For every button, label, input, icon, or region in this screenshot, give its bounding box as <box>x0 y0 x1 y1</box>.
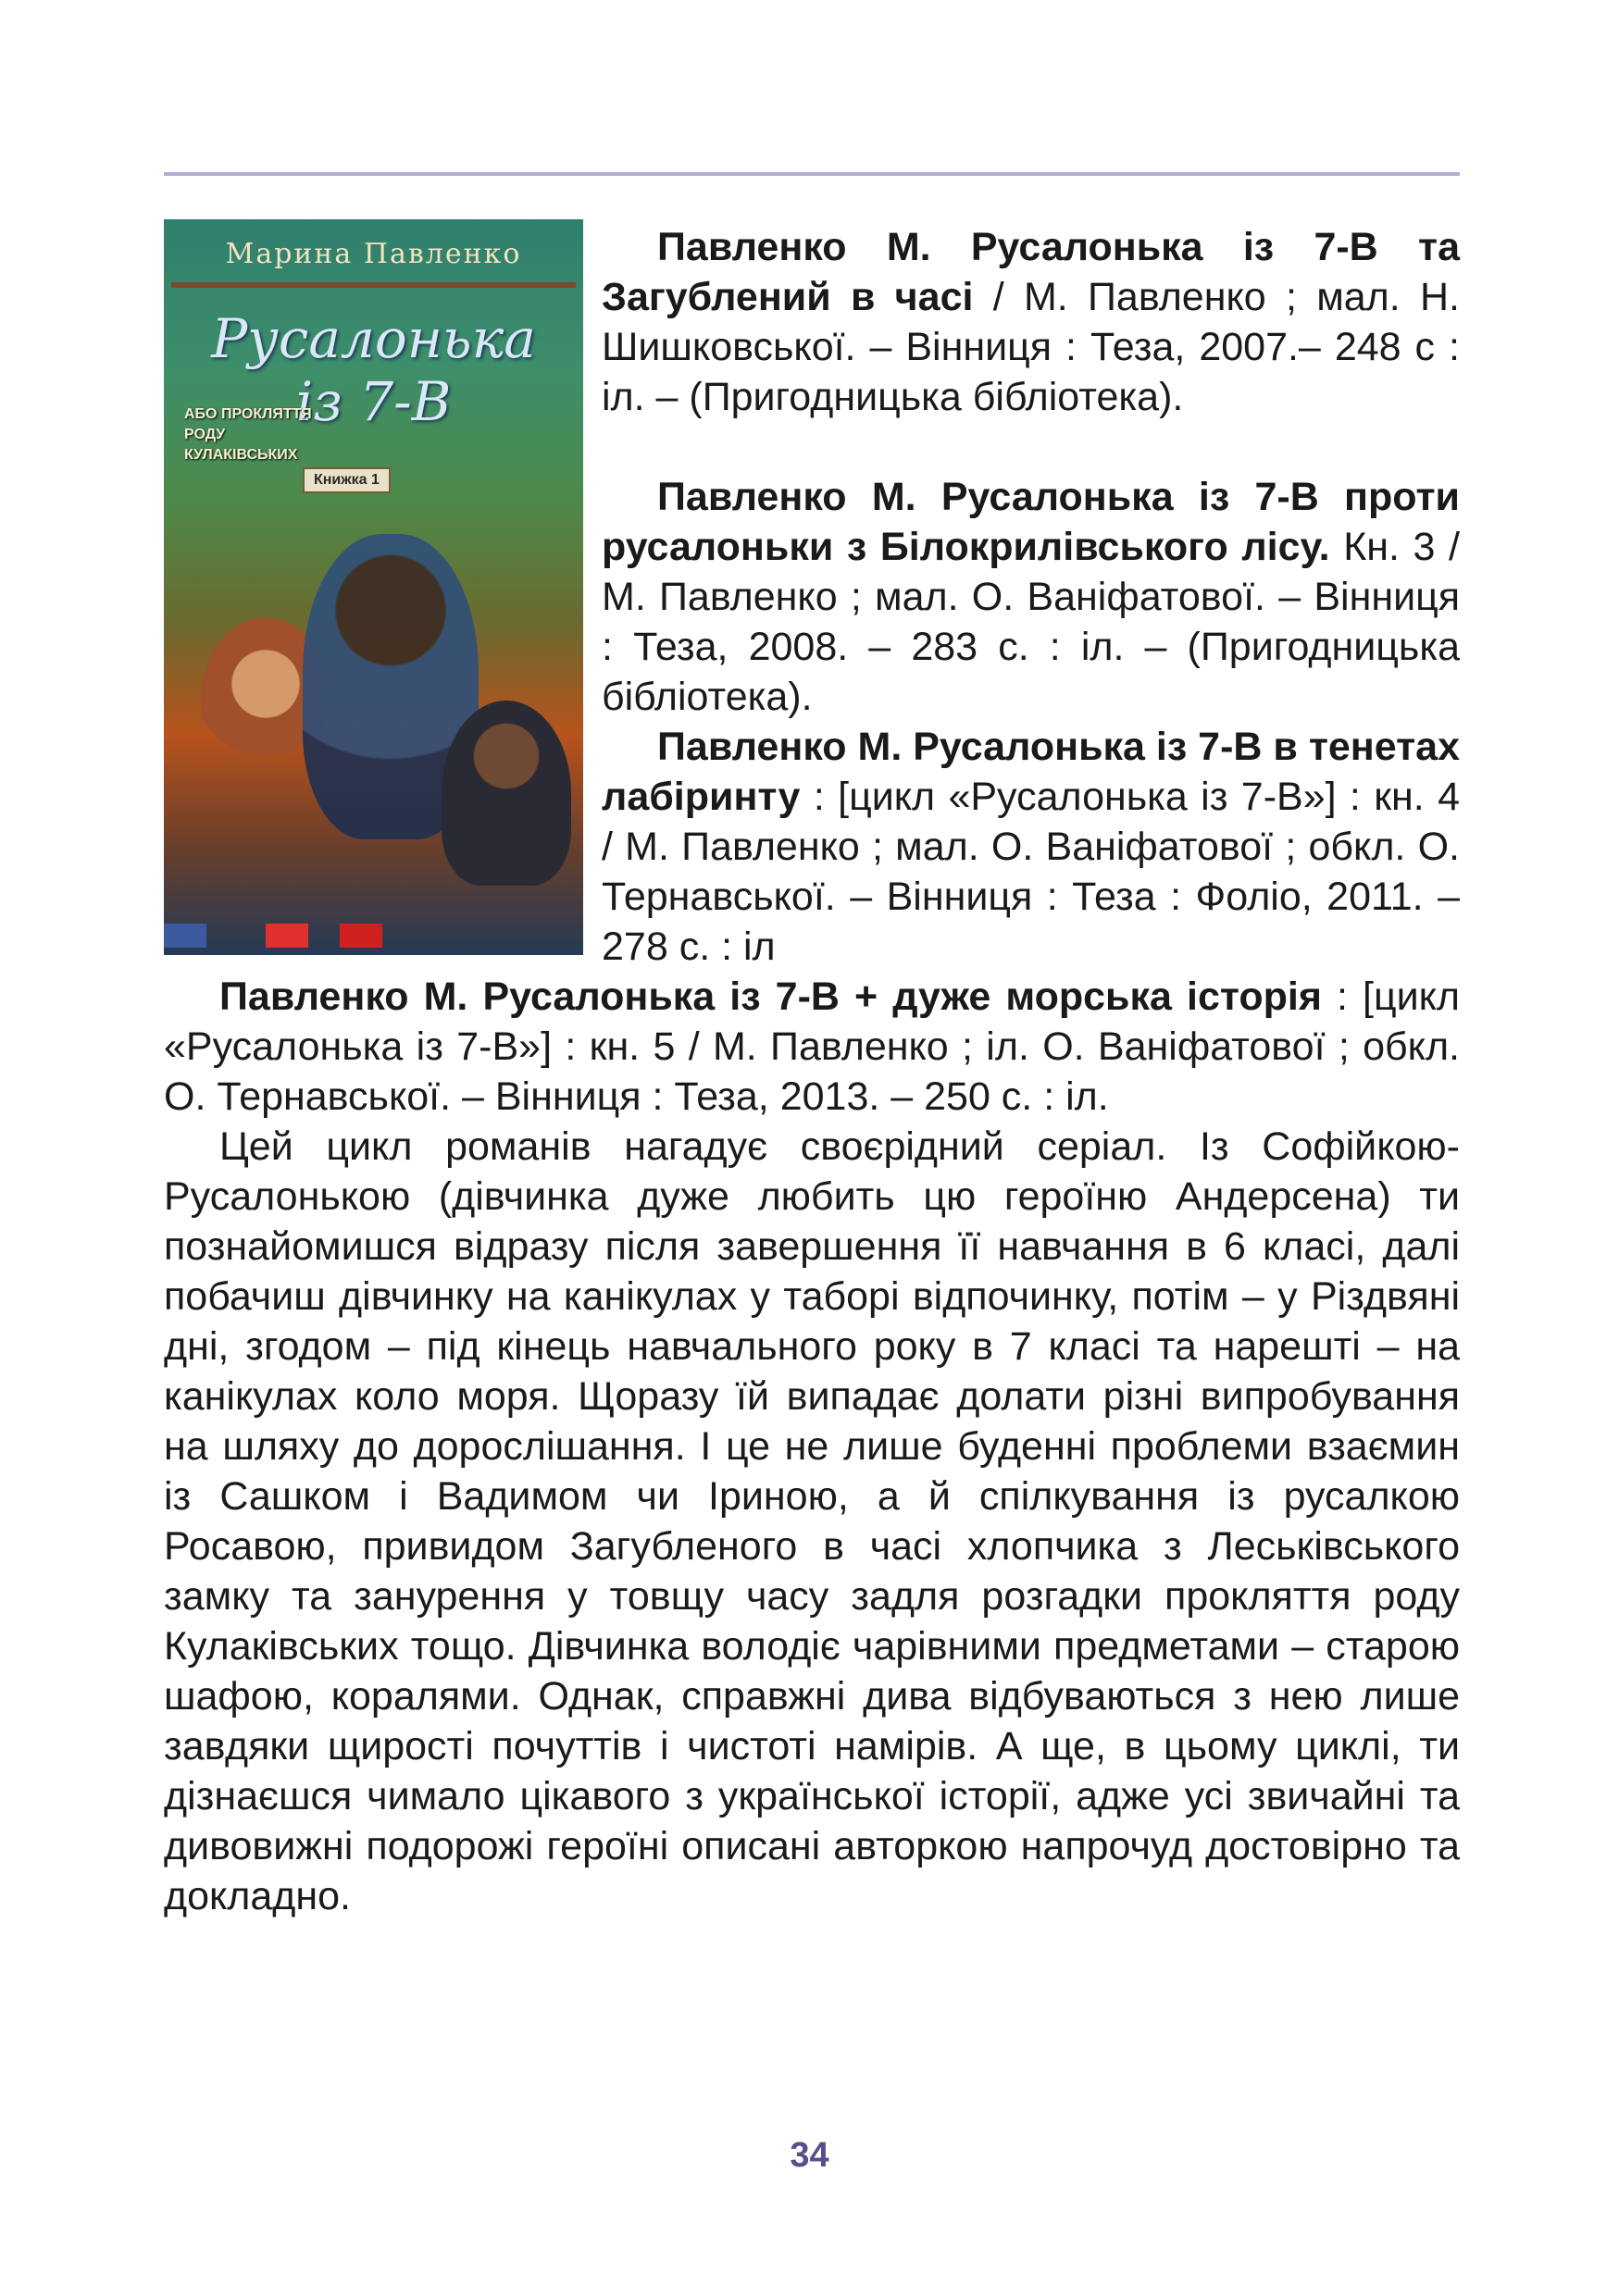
bib-entry-4 <box>164 972 1460 1122</box>
bib-entry-1-details: / М. Павленко ; мал. Н. Шишковської. – Вінниця : Теза, 2007.– 248 с : іл. – (Пригодницька бібліотека). <box>602 275 1460 419</box>
cover-book-label: Книжка 1 <box>303 467 391 493</box>
bib-entry-3 <box>602 722 1460 972</box>
cover-author: Марина Павленко <box>225 238 522 270</box>
bib-entry-3-details: : [цикл «Русалонька із 7-В»] : кн. 4 / М. Павленко ; мал. О. Ваніфатової ; обкл. О. Тернавської. – Вінниця : Теза : Фоліо, 2011. – 278 с. : іл <box>602 775 1460 969</box>
award-logo-icon <box>340 924 382 948</box>
cover-subtitle: АБО ПРОКЛЯТТЯ РОДУ КУЛАКІВСЬКИХ <box>184 406 312 463</box>
top-divider <box>164 172 1460 176</box>
bib-entry-2-title: Павленко М. Русалонька із 7-В проти русалоньки з Білокрилівського лісу. <box>602 475 1460 569</box>
cover-title: Русалонька із 7-В <box>211 307 536 433</box>
bib-entry-4-title: Павленко М. Русалонька із 7-В + дуже морська історія <box>219 974 1322 1019</box>
series-logo-icon <box>266 924 308 948</box>
book-cover-image <box>164 219 583 955</box>
bib-entry-2-details: Кн. 3 / М. Павленко ; мал. О. Ваніфатової. – Вінниця : Теза, 2008. – 283 с. : іл. – (Пригодницька бібліотека). <box>602 525 1460 719</box>
publisher-logo-icon <box>164 924 206 948</box>
bib-entry-1-title: Павленко М. Русалонька із 7-В та Загублений в часі <box>602 225 1460 319</box>
cover-hooded-figure <box>442 701 571 886</box>
bib-entry-3-title: Павленко М. Русалонька із 7-В в тенетах лабіринту <box>602 725 1460 819</box>
bib-entry-4-details: : [цикл «Русалонька із 7-В»] : кн. 5 / М. Павленко ; іл. О. Ваніфатової ; обкл. О. Тернавської. – Вінниця : Теза, 2013. – 250 с. : іл. <box>164 974 1460 1119</box>
page-number: 34 <box>790 2136 829 2175</box>
bib-entry-2 <box>602 472 1460 722</box>
bib-entry-1 <box>602 222 1460 422</box>
description-paragraph: Цей цикл романів нагадує своєрідний серіал. Із Софійкою-Русалонькою (дівчинка дуже любить цю героїню Андерсена) ти познайомишся відразу після завершення її навчання в 6 класі, далі побачиш дівчинку на канікулах у таборі відпочинку, потім – у Різдвяні дні, згодом – під кінець навчального року в 7 класі та нарешті – на канікулах коло моря. Щоразу їй випадає долати різні випробування на шляху до дорослішання. І це не лише буденні проблеми взаємин із Сашком і Вадимом чи Іриною, а й спілкування із русалкою Росавою, привидом Загубленого в часі хлопчика з Леськівського замку та занурення у товщу часу задля розгадки прокляття роду Кулаківських тощо. Дівчинка володіє чарівними предметами – старою шафою, коралями. Однак, справжні дива відбуваються з нею лише завдяки щирості почуттів і чистоті намірів. А ще, в цьому циклі, ти дізнаєшся чимало цікавого з української історії, адже усі звичайні та дивовижні подорожі героїні описані авторкою напрочуд достовірно та докладно. <box>164 1124 1460 1918</box>
